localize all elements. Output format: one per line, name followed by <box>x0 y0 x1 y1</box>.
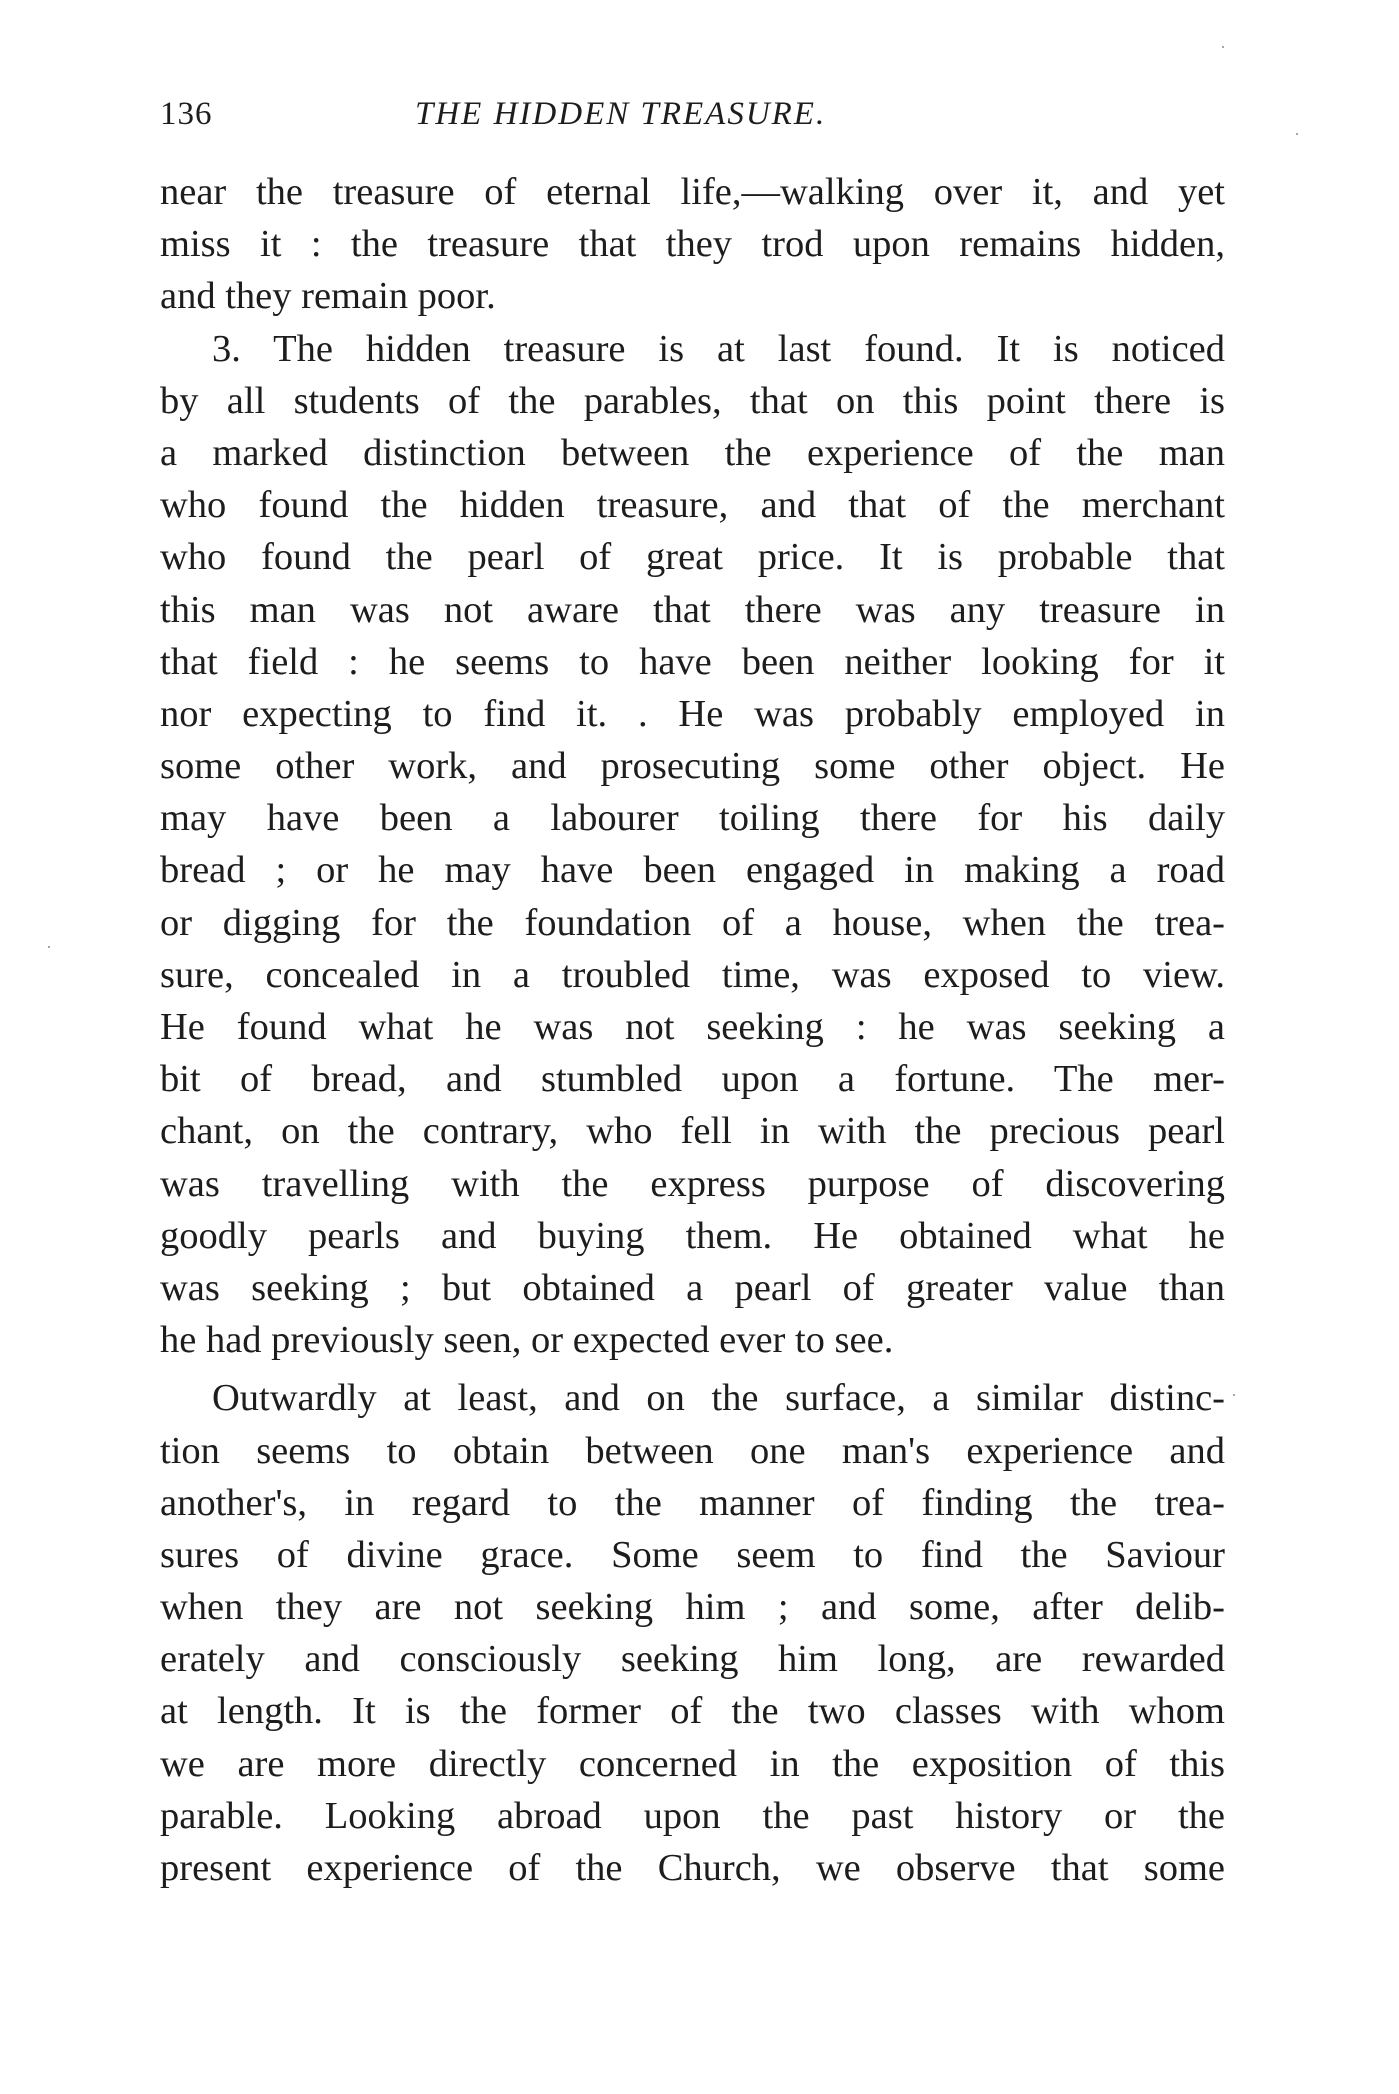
text-line: we are more directly concerned in the exposition of this <box>160 1742 1225 1785</box>
scan-speck <box>1296 133 1298 135</box>
text-line: may have been a labourer toiling there for his daily <box>160 797 1225 840</box>
text-line: parable. Looking abroad upon the past history or the <box>160 1794 1225 1837</box>
paragraph-1 <box>160 166 1225 323</box>
text-line: or digging for the foundation of a house, when the trea- <box>160 901 1225 944</box>
text-line: erately and consciously seeking him long, are rewarded <box>160 1638 1225 1681</box>
text-line: this man was not aware that there was any treasure in <box>160 588 1225 631</box>
text-line: chant, on the contrary, who fell in with the precious pearl <box>160 1110 1225 1153</box>
running-title: THE HIDDEN TREASURE. <box>415 96 827 132</box>
text-line: when they are not seeking him ; and some, after delib- <box>160 1586 1225 1629</box>
text-line: tion seems to obtain between one man's experience and <box>160 1429 1225 1472</box>
text-line: bread ; or he may have been engaged in making a road <box>160 849 1225 892</box>
text-line: some other work, and prosecuting some other object. He <box>160 745 1225 788</box>
text-line: goodly pearls and buying them. He obtained what he <box>160 1214 1225 1257</box>
text-line: at length. It is the former of the two classes with whom <box>160 1690 1225 1733</box>
text-line: that field : he seems to have been neither looking for it <box>160 640 1225 683</box>
text-line: who found the hidden treasure, and that of the merchant <box>160 484 1225 527</box>
text-line: He found what he was not seeking : he was seeking a <box>160 1006 1225 1048</box>
text-line: bit of bread, and stumbled upon a fortune. The mer- <box>160 1058 1225 1101</box>
text-line: Outwardly at least, and on the surface, a similar distinc- <box>212 1377 1225 1420</box>
text-line: who found the pearl of great price. It is probable that <box>160 536 1225 579</box>
text-line: sures of divine grace. Some seem to find the Saviour <box>160 1533 1225 1576</box>
scan-speck <box>48 946 50 948</box>
text-line: nor expecting to find it. . He was probably employed in <box>160 692 1225 735</box>
body-text <box>160 166 1225 1894</box>
text-line: sure, concealed in a troubled time, was exposed to view. <box>160 953 1225 996</box>
running-head <box>160 94 1225 134</box>
text-line: miss it : the treasure that they trod upon remains hidden, <box>160 223 1225 266</box>
text-line: near the treasure of eternal life,—walking over it, and yet <box>160 171 1225 213</box>
text-line: by all students of the parables, that on this point there is <box>160 379 1225 422</box>
paragraph-2 <box>160 323 1225 1367</box>
page-number: 136 <box>160 96 213 132</box>
text-line: 3. The hidden treasure is at last found. It is noticed <box>212 327 1225 370</box>
text-line: he had previously seen, or expected ever to see. <box>160 1319 894 1362</box>
text-line: another's, in regard to the manner of finding the trea- <box>160 1481 1225 1524</box>
text-line: was seeking ; but obtained a pearl of greater value than <box>160 1266 1225 1309</box>
text-line: a marked distinction between the experience of the man <box>160 431 1225 474</box>
text-line: and they remain poor. <box>160 275 496 318</box>
text-line: present experience of the Church, we observe that some <box>160 1847 1225 1889</box>
scan-speck <box>1233 1394 1235 1396</box>
text-line: was travelling with the express purpose of discovering <box>160 1162 1225 1205</box>
paragraph-3 <box>160 1372 1225 1894</box>
scan-speck <box>1222 46 1224 48</box>
